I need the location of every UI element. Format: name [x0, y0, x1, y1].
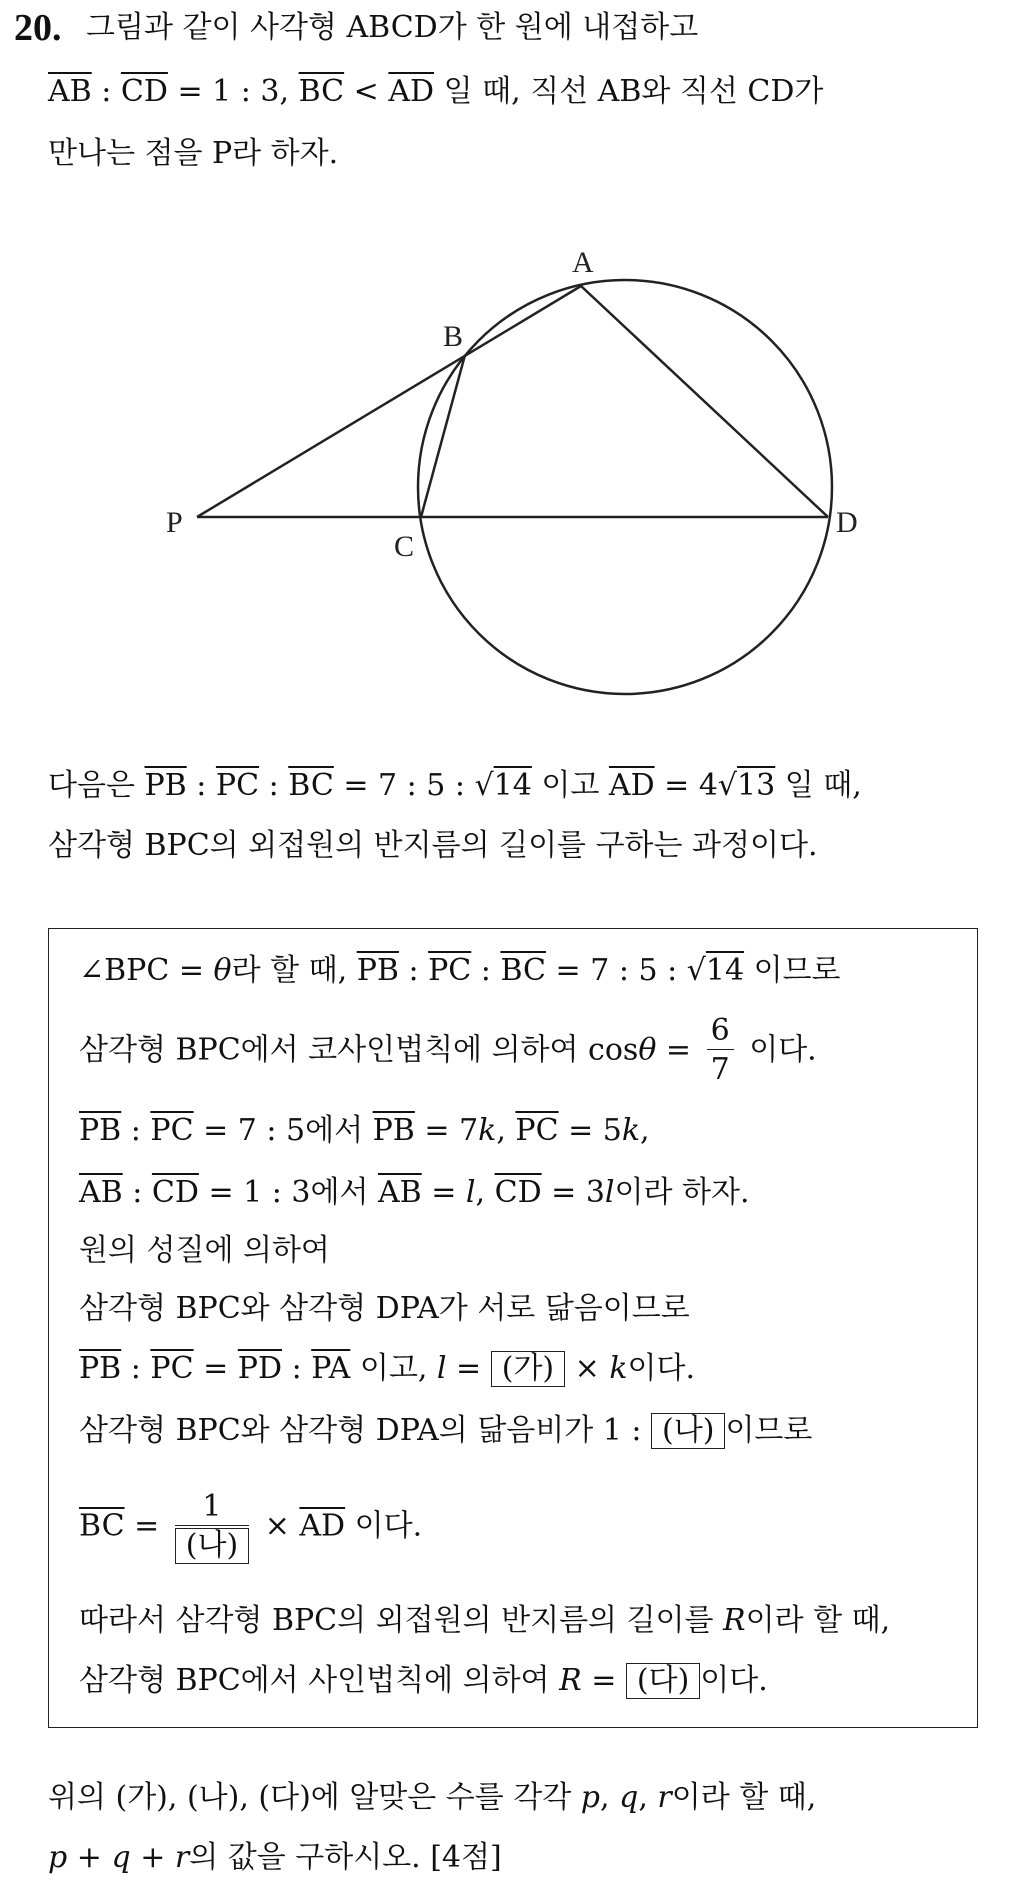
label-a: A: [572, 246, 594, 279]
blank-da: (다): [626, 1663, 700, 1699]
segment-pc: $\overline{PC}$: [428, 953, 472, 988]
sqrt-13: √13: [717, 768, 776, 803]
segment-pc: $\overline{PC}$: [150, 1351, 194, 1386]
times: ×: [565, 1351, 610, 1386]
numerator: 1: [175, 1489, 249, 1526]
box-line-4: $\overline{AB}$ : $\overline{CD} = 1$ : 3에서 $\overline{AB} = l$, $\overline{CD} = 3l$이라 하자.: [79, 1175, 750, 1210]
segment-pb: $\overline{PB}$: [356, 953, 399, 988]
question-line-2: [48, 1838, 502, 1878]
segment-bc: $\overline{BC}$: [298, 74, 345, 109]
text: 이다.: [627, 1351, 696, 1386]
comma: ,: [638, 1780, 658, 1815]
denominator: [175, 1526, 249, 1566]
given-prefix: 다음은: [48, 768, 145, 803]
segment-ab: $\overline{AB}$: [79, 1175, 123, 1210]
value: = 5: [558, 1113, 622, 1148]
segment-ad: $\overline{AD}$: [608, 768, 655, 803]
radicand: 13: [737, 768, 776, 803]
label-c: C: [394, 530, 415, 563]
sep: ,: [496, 1113, 516, 1148]
geometry-figure: [0, 0, 1010, 720]
given-line-2: 삼각형 BPC의 외접원의 반지름의 길이를 구하는 과정이다.: [48, 828, 818, 863]
ratio-colon: :: [91, 74, 121, 109]
value: = 3: [541, 1175, 605, 1210]
box-line-7: $\overline{PB}$ : $\overline{PC} = \overline{PD}$ : $\overline{PA}$ 이고, l = (가) × k이다.: [79, 1351, 696, 1386]
side-ad: [581, 286, 828, 517]
given-end: 일 때,: [775, 768, 862, 803]
segment-ab: $\overline{AB}$: [377, 1175, 422, 1210]
segment-pa: $\overline{PA}$: [311, 1351, 351, 1386]
segment-ab: $\overline{AB}$: [48, 74, 92, 109]
box-line-8: [79, 1411, 812, 1451]
box-line-9: [79, 1489, 422, 1566]
ratio-value: = 7 : 5 :: [333, 768, 475, 803]
var-q: q: [111, 1840, 131, 1875]
less-than: <: [344, 74, 389, 109]
box-line-11: [79, 1661, 768, 1701]
text: 따라서 삼각형 BPC의 외접원의 반지름의 길이를: [79, 1603, 724, 1638]
label-d: D: [836, 506, 858, 539]
text: 이고,: [350, 1351, 437, 1386]
question-line-1: [48, 1778, 816, 1818]
segment-bc: $\overline{BC}$: [79, 1508, 125, 1544]
plus: +: [130, 1840, 175, 1875]
label-b: B: [443, 320, 464, 353]
intro-line-3: 만나는 점을 P라 하자.: [48, 136, 339, 171]
text: = 1 : 3에서: [198, 1175, 378, 1210]
text: 이다.: [345, 1508, 423, 1544]
var-q: q: [619, 1780, 639, 1815]
ratio-value: = 1 : 3,: [167, 74, 299, 109]
equals: =: [421, 1175, 466, 1210]
var-r: r: [174, 1840, 190, 1875]
text: 의 값을 구하시오. [4점]: [189, 1840, 502, 1875]
var-p: p: [48, 1840, 68, 1875]
box-line-6: 삼각형 BPC와 삼각형 DPA가 서로 닮음이므로: [79, 1291, 690, 1326]
var-k: k: [621, 1113, 641, 1148]
var-p: p: [580, 1780, 601, 1815]
segment-bc: $\overline{BC}$: [288, 768, 334, 803]
value: = 7: [414, 1113, 479, 1148]
comma: ,: [600, 1780, 620, 1815]
given-mid: 이고: [531, 768, 609, 803]
segment-ad: $\overline{AD}$: [388, 74, 435, 109]
sep: ,: [475, 1175, 495, 1210]
blank-ga: (가): [491, 1351, 565, 1387]
segment-cd: $\overline{CD}$: [120, 74, 168, 109]
var-r-upper: R: [559, 1663, 582, 1698]
problem-number: 20.: [14, 7, 62, 49]
equals: =: [656, 1032, 701, 1068]
text: 라 할 때,: [231, 953, 357, 988]
circumscribed-circle: [418, 280, 832, 694]
var-l: l: [604, 1175, 615, 1210]
var-l: l: [436, 1351, 447, 1386]
var-r-upper: R: [723, 1603, 746, 1638]
equals: =: [124, 1508, 169, 1544]
text: 이므로: [744, 953, 841, 988]
var-l: l: [465, 1175, 476, 1210]
segment-pc: $\overline{PC}$: [150, 1113, 194, 1148]
ratio-value: = 7 : 5 :: [546, 953, 687, 988]
fraction-1-na: [175, 1489, 249, 1566]
text: 위의 (가), (나), (다)에 알맞은 수를 각각: [48, 1780, 581, 1815]
equals: =: [446, 1351, 491, 1386]
text: 삼각형 BPC에서 코사인법칙에 의하여 cos: [79, 1032, 639, 1068]
given-line-1: 다음은 $\overline{PB}$ : $\overline{PC}$ : $\overline{BC} = 7$ : 5 : √14 이고 $\overline{AD} = 4√13$ 일 때,: [48, 766, 862, 806]
box-line-5: 원의 성질에 의하여: [79, 1233, 330, 1268]
intro-line-1: 그림과 같이 사각형 ABCD가 한 원에 내접하고: [86, 10, 699, 45]
text: 이다.: [700, 1663, 768, 1698]
denominator: 7: [710, 1052, 730, 1087]
box-line-3: $\overline{PB}$ : $\overline{PC} = 7$ : 5에서 $\overline{PB} = 7k$, $\overline{PC} = 5k$,: [79, 1113, 650, 1148]
box-line-10: [79, 1601, 890, 1641]
intro-line-2-tail: 일 때, 직선 AB와 직선 CD가: [434, 74, 824, 109]
segment-pd: $\overline{PD}$: [237, 1351, 283, 1386]
sqrt-14: √14: [686, 953, 745, 988]
box-line-2: [79, 1013, 817, 1090]
var-k: k: [609, 1351, 628, 1386]
blank-na: (나): [651, 1413, 725, 1449]
text: 이라 하자.: [614, 1175, 750, 1210]
plus: +: [67, 1840, 112, 1875]
text: 삼각형 BPC에서 사인법칙에 의하여: [79, 1663, 560, 1698]
equals: =: [581, 1663, 626, 1698]
fraction-6-7: [707, 1013, 734, 1090]
numerator: 6: [707, 1013, 734, 1050]
segment-cd: $\overline{CD}$: [494, 1175, 542, 1210]
text: = 7 : 5에서: [193, 1113, 373, 1148]
box-line-1: ∠BPC = θ라 할 때, $\overline{PB}$ : $\overline{PC}$ : $\overline{BC} = 7$ : 5 : √14 이므로: [79, 951, 841, 991]
label-p: P: [166, 506, 183, 539]
var-r: r: [657, 1780, 672, 1815]
segment-pb: $\overline{PB}$: [79, 1351, 122, 1386]
sqrt-14: √14: [474, 768, 532, 803]
text: 이므로: [725, 1413, 813, 1448]
segment-cd: $\overline{CD}$: [151, 1175, 199, 1210]
angle-bpc: ∠BPC =: [79, 953, 214, 988]
segment-pb: $\overline{PB}$: [144, 768, 187, 803]
segment-pb: $\overline{PB}$: [372, 1113, 415, 1148]
radicand: 14: [705, 953, 745, 988]
text: 이다.: [739, 1032, 817, 1068]
line-pa: [197, 286, 581, 517]
blank-na: (나): [175, 1528, 249, 1564]
times: ×: [255, 1508, 300, 1544]
text: 이라 할 때,: [671, 1780, 817, 1815]
segment-pb: $\overline{PB}$: [79, 1113, 122, 1148]
text: 삼각형 BPC와 삼각형 DPA의 닮음비가 1 :: [79, 1413, 652, 1448]
theta: θ: [638, 1032, 657, 1068]
derivation-box: [48, 928, 978, 1728]
equals-4: = 4: [654, 768, 718, 803]
segment-pc: $\overline{PC}$: [215, 768, 260, 803]
radicand: 14: [493, 768, 532, 803]
theta: θ: [213, 953, 232, 988]
text: 이라 할 때,: [745, 1603, 891, 1638]
segment-bc: $\overline{BC}$: [500, 953, 546, 988]
text: ,: [640, 1113, 650, 1148]
var-k: k: [478, 1113, 497, 1148]
segment-ad: $\overline{AD}$: [299, 1508, 346, 1544]
segment-pc: $\overline{PC}$: [515, 1113, 559, 1148]
